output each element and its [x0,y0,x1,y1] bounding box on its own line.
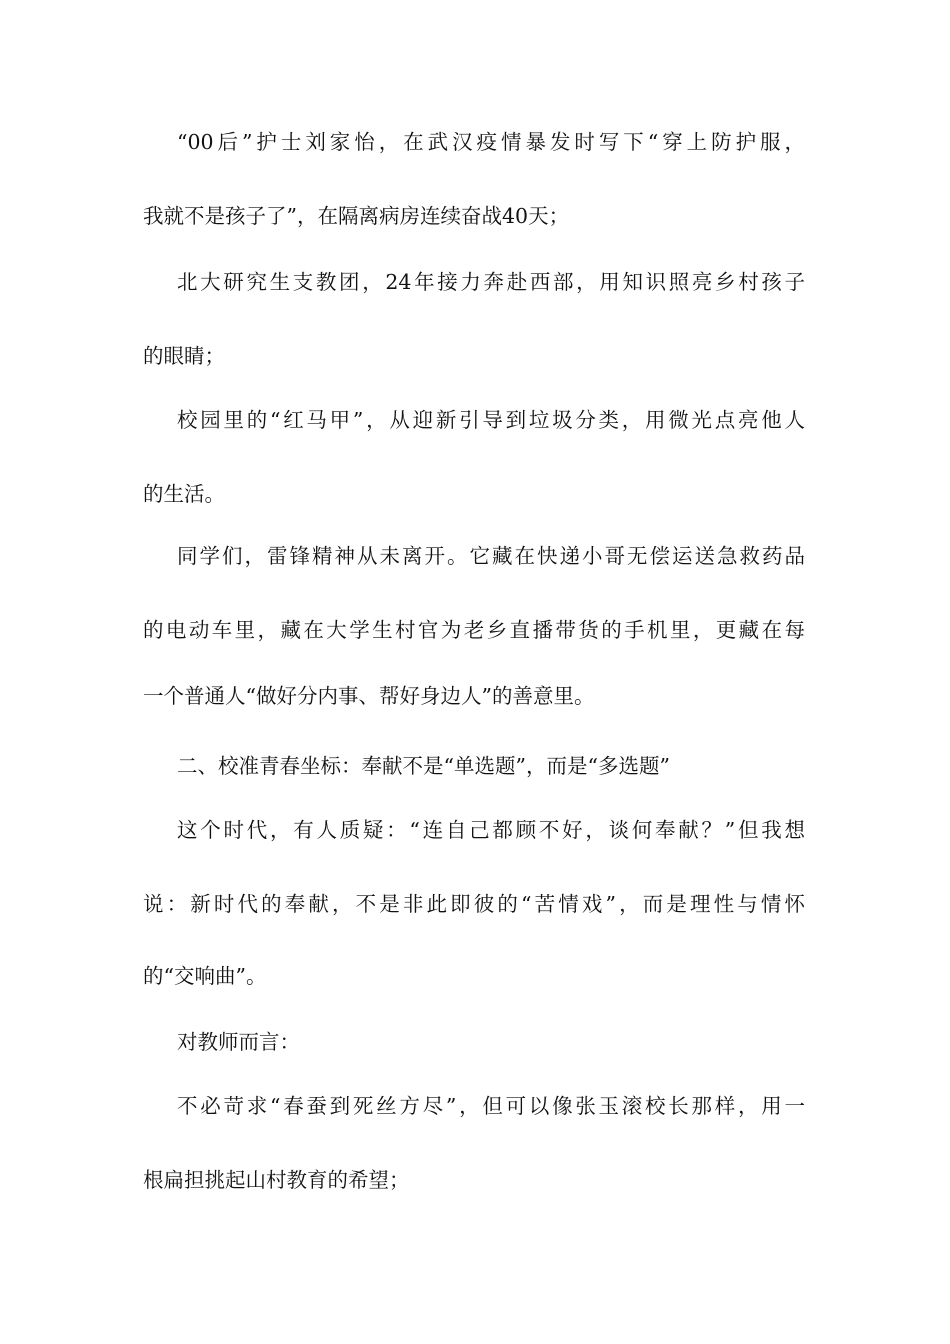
text-line: 说：新时代的奉献，不是非此即彼的“苦情戏”，而是理性与情怀 [143,892,805,916]
text-line: 的电动车里，藏在大学生村官为老乡直播带货的手机里，更藏在每 [143,618,805,642]
section-heading-line: 二、校准青春坐标：奉献不是“单选题”，而是“多选题” [177,754,670,778]
text-line: 北大研究生支教团，24年接力奔赴西部，用知识照亮乡村孩子 [177,270,805,294]
text-line: “00后”护士刘家怡，在武汉疫情暴发时写下“穿上防护服， [177,130,805,154]
text-line: 同学们，雷锋精神从未离开。它藏在快递小哥无偿运送急救药品 [177,544,805,568]
text-line: 对教师而言： [177,1030,300,1054]
text-line: 我就不是孩子了”，在隔离病房连续奋战40天； [143,204,570,228]
text-line: 一个普通人“做好分内事、帮好身边人”的善意里。 [143,684,595,708]
text-line: 的眼睛； [143,344,225,368]
text-line: 的生活。 [143,482,225,506]
text-line: 的“交响曲”。 [143,964,267,988]
text-line: 校园里的“红马甲”，从迎新引导到垃圾分类，用微光点亮他人 [177,408,805,432]
text-line: 根扁担挑起山村教育的希望； [143,1168,410,1192]
text-line: 不必苛求“春蚕到死丝方尽”，但可以像张玉滚校长那样，用一 [177,1094,805,1118]
text-line: 这个时代，有人质疑：“连自己都顾不好，谈何奉献？”但我想 [177,818,805,842]
